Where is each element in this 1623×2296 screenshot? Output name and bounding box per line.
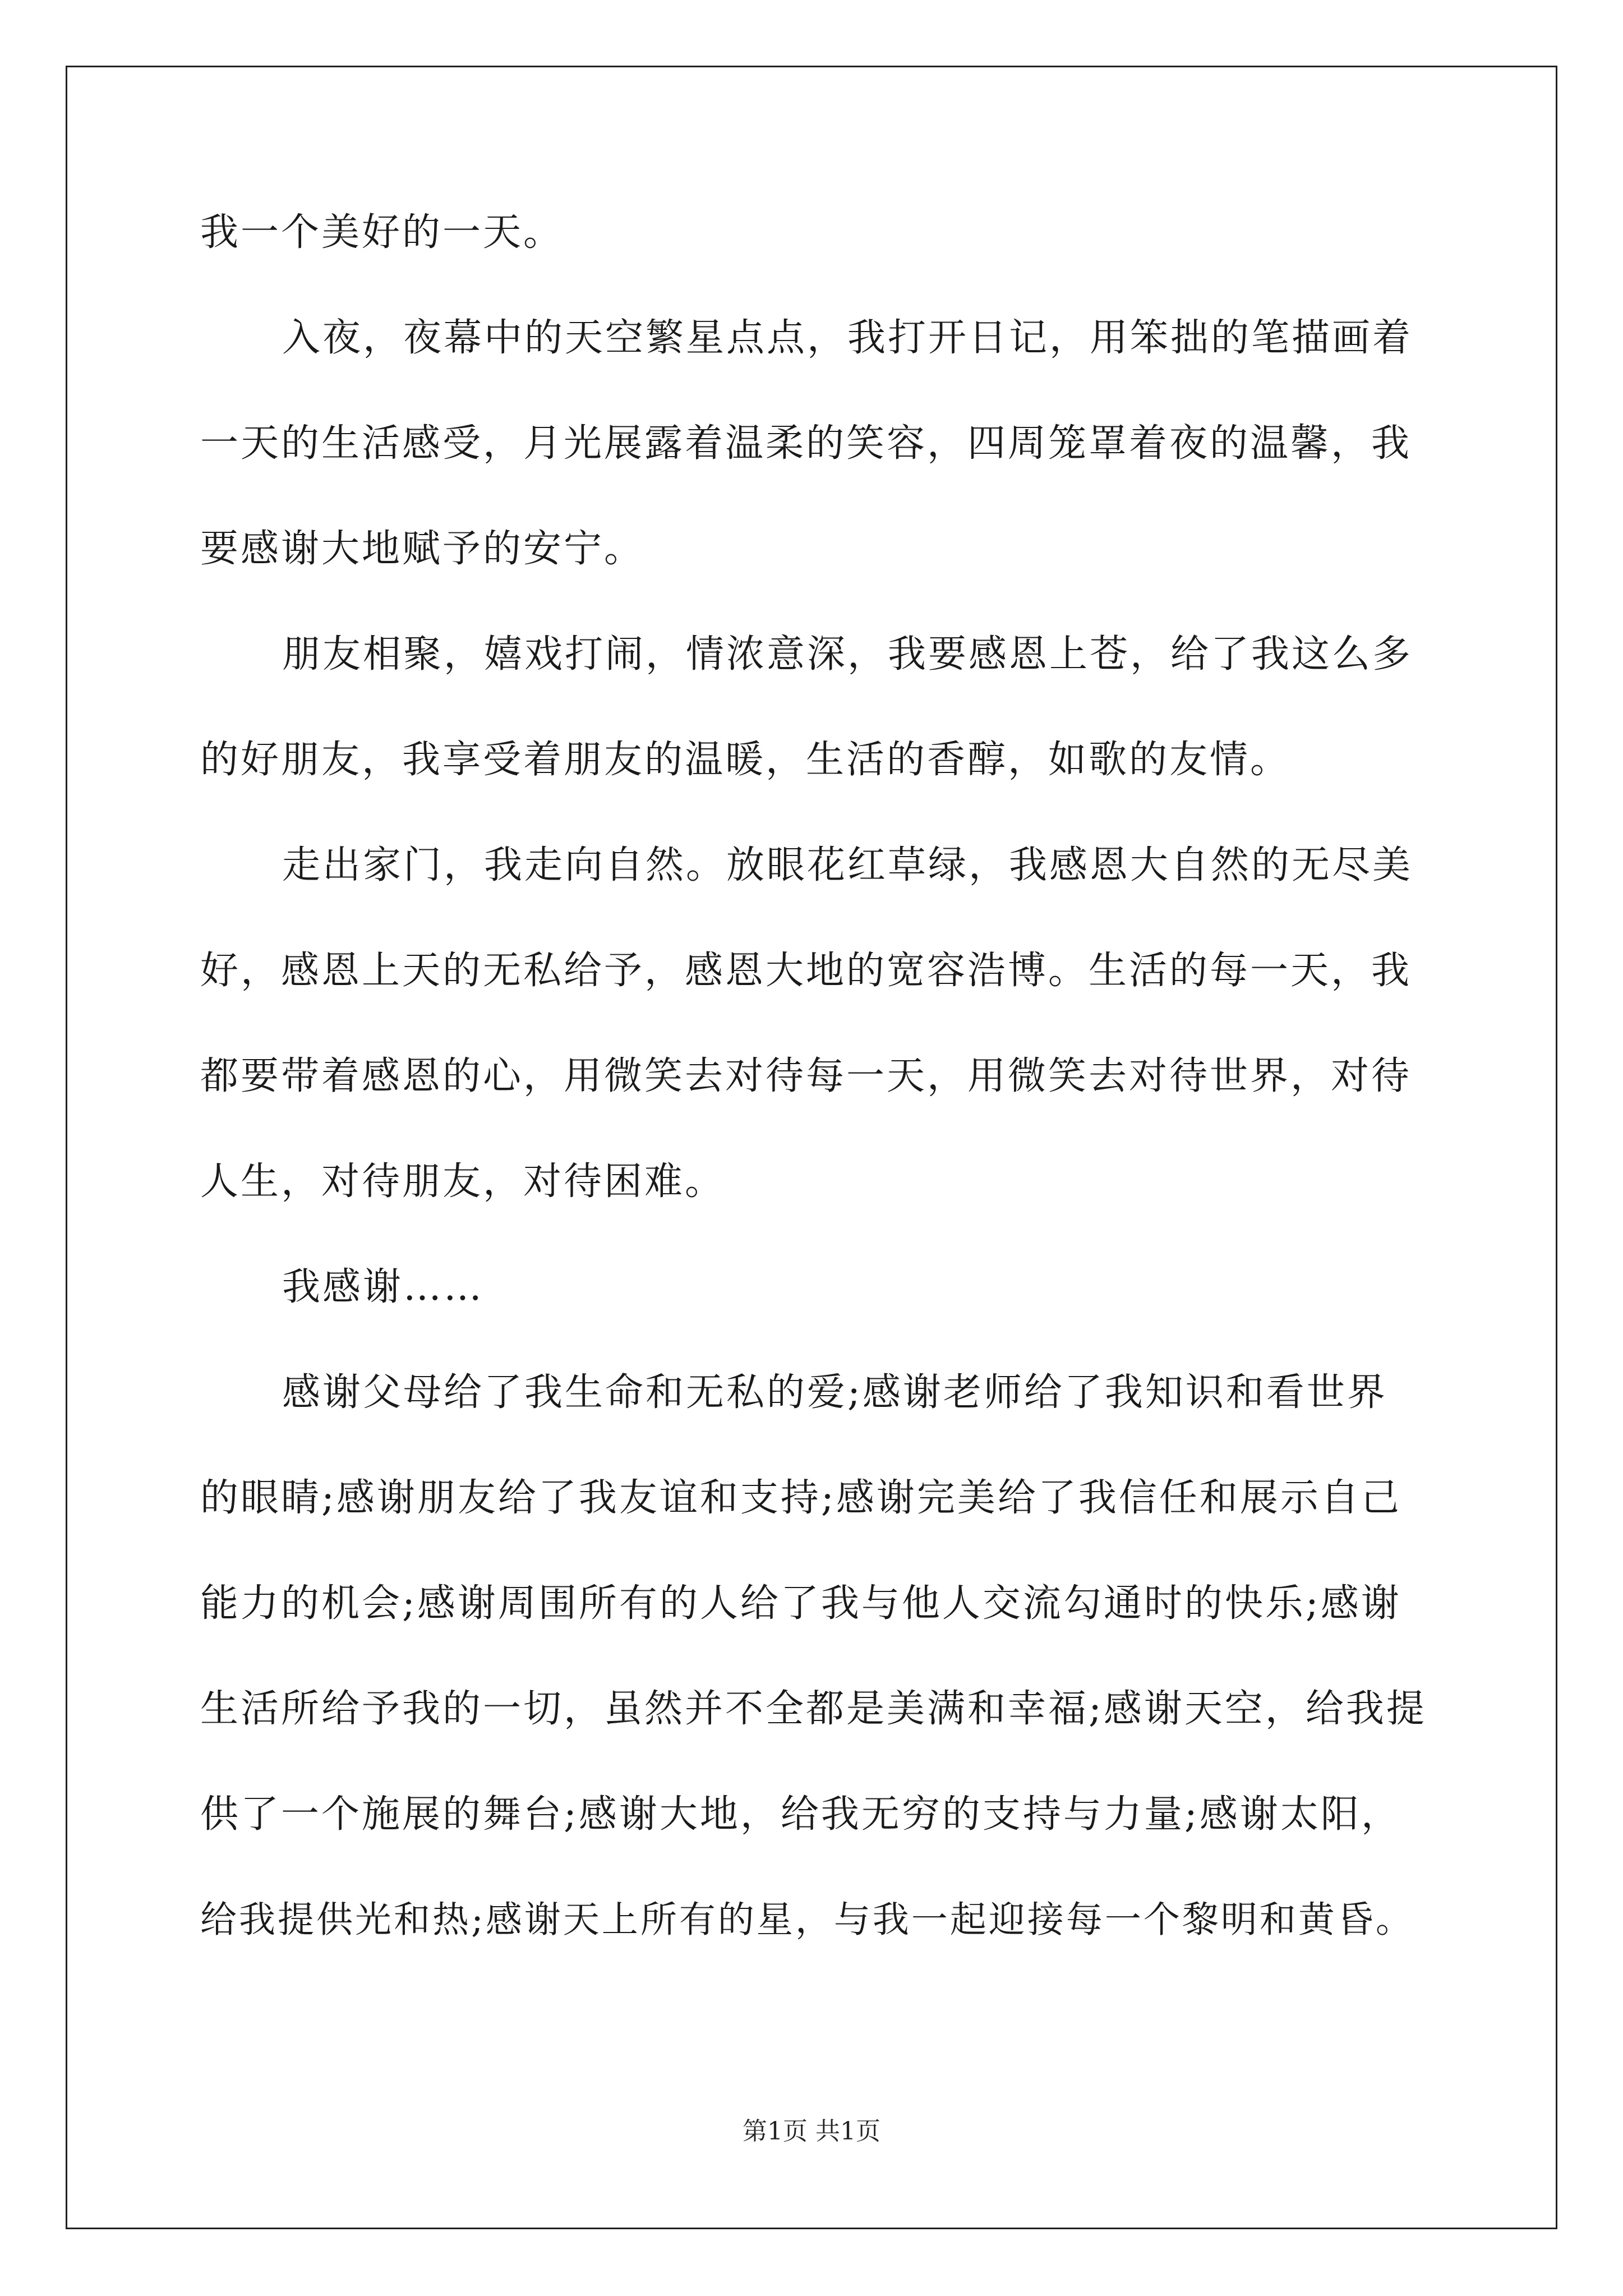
paragraph-start-line: 我感谢…… <box>282 1265 485 1309</box>
paragraph-start-line: 入夜，夜幕中的天空繁星点点，我打开日记，用笨拙的笔描画着 <box>282 316 1413 360</box>
text-line: 人生，对待朋友，对待困难。 <box>200 1159 726 1204</box>
text-line: 的好朋友，我享受着朋友的温暖，生活的香醇，如歌的友情。 <box>200 738 1291 782</box>
text-line: 好，感恩上天的无私给予，感恩大地的宽容浩博。生活的每一天，我 <box>200 949 1412 993</box>
text-line: 给我提供光和热;感谢天上所有的星，与我一起迎接每一个黎明和黄昏。 <box>200 1899 1414 1941</box>
paragraph-start-line: 感谢父母给了我生命和无私的爱;感谢老师给了我知识和看世界 <box>282 1370 1387 1415</box>
text-line: 的眼睛;感谢朋友给了我友谊和支持;感谢完美给了我信任和展示自己 <box>200 1476 1401 1520</box>
text-line: 供了一个施展的舞台;感谢大地，给我无穷的支持与力量;感谢太阳， <box>200 1792 1401 1837</box>
text-line: 生活所给予我的一切，虽然并不全都是美满和幸福;感谢天空，给我提 <box>200 1687 1427 1731</box>
paragraph-start-line: 走出家门，我走向自然。放眼花红草绿，我感恩大自然的无尽美 <box>282 843 1413 887</box>
text-line: 一天的生活感受，月光展露着温柔的笑容，四周笼罩着夜的温馨，我 <box>200 421 1412 466</box>
page-footer: 第1页 共1页 <box>743 2117 880 2146</box>
text-line: 要感谢大地赋予的安宁。 <box>200 527 645 571</box>
text-line: 我一个美好的一天。 <box>200 210 564 255</box>
text-line: 都要带着感恩的心，用微笑去对待每一天，用微笑去对待世界，对待 <box>200 1054 1412 1098</box>
text-line: 能力的机会;感谢周围所有的人给了我与他人交流勾通时的快乐;感谢 <box>200 1581 1401 1626</box>
paragraph-start-line: 朋友相聚，嬉戏打闹，情浓意深，我要感恩上苍，给了我这么多 <box>282 632 1413 677</box>
